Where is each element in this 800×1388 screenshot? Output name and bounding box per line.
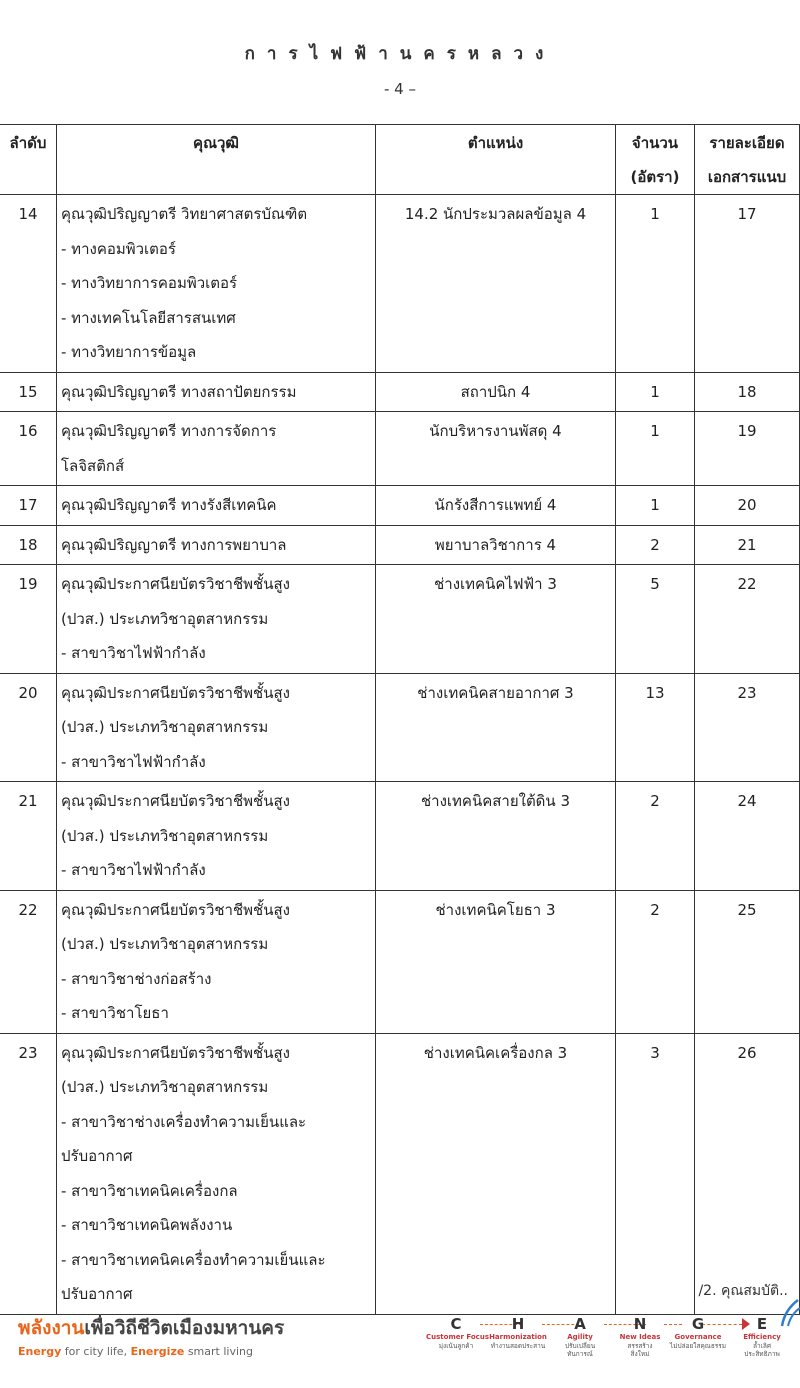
row-position: ช่างเทคนิคโยธา 3 [376, 890, 616, 1033]
qualification-line: - สาขาวิชาไฟฟ้ากำลัง [61, 644, 206, 662]
slogan-en-mid: for city life, [61, 1345, 131, 1358]
table-row [0, 1033, 800, 1314]
table-row [0, 486, 800, 526]
change-letter: A [574, 1315, 586, 1333]
change-english: New Ideas [619, 1333, 661, 1341]
row-count: 1 [616, 372, 695, 412]
qualification-line: - สาขาวิชาไฟฟ้ากำลัง [61, 861, 206, 879]
qualification-line: คุณวุฒิประกาศนียบัตรวิชาชีพชั้นสูง [61, 575, 290, 593]
slogan-en-energize: Energize [130, 1345, 185, 1358]
qualification-line: - ทางวิทยาการคอมพิวเตอร์ [61, 274, 238, 292]
qualification-line: คุณวุฒิประกาศนียบัตรวิชาชีพชั้นสูง [61, 792, 290, 810]
row-qualification [57, 890, 376, 1033]
row-qualification [57, 195, 376, 373]
qualification-line: (ปวส.) ประเภทวิชาอุตสาหกรรม [61, 718, 269, 736]
row-number: 20 [0, 673, 57, 782]
row-position: ช่างเทคนิคเครื่องกล 3 [376, 1033, 616, 1314]
row-attachment: 22 [695, 565, 800, 674]
row-position: สถาปนิก 4 [376, 372, 616, 412]
row-qualification [57, 525, 376, 565]
change-value-h [488, 1315, 548, 1350]
change-thai: ทำงานสอดประสาน [490, 1342, 546, 1350]
header-count-line2: (อัตรา) [630, 168, 680, 186]
change-english: Governance [674, 1333, 722, 1341]
table-row [0, 890, 800, 1033]
qualification-line: (ปวส.) ประเภทวิชาอุตสาหกรรม [61, 609, 269, 628]
change-letter: H [511, 1315, 525, 1333]
table-row [0, 782, 800, 891]
row-qualification [57, 782, 376, 891]
row-attachment: 24 [695, 782, 800, 891]
row-attachment: 23 [695, 673, 800, 782]
row-count: 1 [616, 486, 695, 526]
change-thai: สิ่งใหม่ [630, 1350, 650, 1358]
page-number: - 4 – [384, 80, 416, 98]
qualification-line: คุณวุฒิประกาศนียบัตรวิชาชีพชั้นสูง [61, 1043, 290, 1062]
change-letter: N [633, 1315, 647, 1333]
row-count: 1 [616, 412, 695, 486]
change-value-c [426, 1315, 489, 1350]
qualification-line: คุณวุฒิปริญญาตรี ทางการจัดการ [61, 422, 277, 440]
qualification-line: - สาขาวิชาช่างก่อสร้าง [61, 969, 212, 988]
change-english: Agility [567, 1333, 593, 1341]
qualification-line: - ทางวิทยาการข้อมูล [61, 343, 197, 361]
qualification-line: ปรับอากาศ [61, 1147, 133, 1165]
row-attachment: 21 [695, 525, 800, 565]
row-position: ช่างเทคนิคไฟฟ้า 3 [376, 565, 616, 674]
change-letter: G [691, 1315, 705, 1333]
change-english: Customer Focus [426, 1333, 489, 1341]
qualification-line: คุณวุฒิปริญญาตรี วิทยาศาสตรบัณฑิต [61, 205, 308, 223]
slogan-en-energy: Energy [18, 1345, 62, 1358]
row-number: 23 [0, 1033, 57, 1314]
row-count: 13 [616, 673, 695, 782]
header-doc-line2: เอกสารแนบ [707, 168, 787, 186]
row-count: 2 [616, 782, 695, 891]
table-row [0, 565, 800, 674]
qualification-line: (ปวส.) ประเภทวิชาอุตสาหกรรม [61, 935, 269, 953]
row-number: 15 [0, 372, 57, 412]
change-english: Harmonization [489, 1333, 547, 1341]
row-number: 16 [0, 412, 57, 486]
row-position: พยาบาลวิชาการ 4 [376, 525, 616, 565]
row-position: ช่างเทคนิคสายใต้ดิน 3 [376, 782, 616, 891]
row-count: 5 [616, 565, 695, 674]
row-attachment: 17 [695, 195, 800, 373]
change-value-n [610, 1315, 670, 1358]
header-doc-line1: รายละเอียด [709, 134, 785, 152]
qualification-line: คุณวุฒิปริญญาตรี ทางการพยาบาล [61, 535, 287, 554]
row-qualification [57, 1033, 376, 1314]
row-position: 14.2 นักประมวลผลข้อมูล 4 [376, 195, 616, 373]
row-attachment: 26 [695, 1033, 800, 1314]
change-value-a [550, 1315, 610, 1358]
change-thai: สรรสร้าง [627, 1342, 653, 1350]
row-number: 22 [0, 890, 57, 1033]
row-attachment: 25 [695, 890, 800, 1033]
change-thai: ประสิทธิภาพ [744, 1350, 780, 1358]
qualification-line: (ปวส.) ประเภทวิชาอุตสาหกรรม [61, 826, 269, 845]
qualification-line: คุณวุฒิประกาศนียบัตรวิชาชีพชั้นสูง [61, 683, 290, 702]
row-attachment: 20 [695, 486, 800, 526]
blue-swoosh-icon [778, 1298, 800, 1328]
row-qualification [57, 565, 376, 674]
slogan-english [18, 1345, 284, 1358]
table-header-row [0, 125, 800, 195]
table-row [0, 195, 800, 373]
positions-table [0, 124, 800, 1315]
qualification-line: - สาขาวิชาเทคนิคพลังงาน [61, 1216, 233, 1234]
row-number: 19 [0, 565, 57, 674]
qualification-line: - สาขาวิชาไฟฟ้ากำลัง [61, 752, 206, 771]
table-row [0, 372, 800, 412]
header-count [616, 125, 695, 195]
row-attachment: 18 [695, 372, 800, 412]
qualification-line: - สาขาวิชาเทคนิคเครื่องทำความเย็นและ [61, 1250, 326, 1269]
row-number: 17 [0, 486, 57, 526]
qualification-line: - สาขาวิชาโยธา [61, 1004, 169, 1022]
slogan-en-rest: smart living [184, 1345, 253, 1358]
table-row [0, 412, 800, 486]
row-count: 3 [616, 1033, 695, 1314]
table-row [0, 525, 800, 565]
row-qualification [57, 372, 376, 412]
change-thai: ปรับเปลี่ยน [564, 1342, 596, 1350]
header-doc [695, 125, 800, 195]
row-attachment: 19 [695, 412, 800, 486]
qualification-line: - ทางคอมพิวเตอร์ [61, 239, 176, 258]
row-position: นักรังสีการแพทย์ 4 [376, 486, 616, 526]
qualification-line: (ปวส.) ประเภทวิชาอุตสาหกรรม [61, 1078, 269, 1096]
slogan-thai-rest: เพื่อวิถีชีวิตเมืองมหานคร [84, 1317, 285, 1339]
change-thai: ทันการณ์ [567, 1350, 593, 1358]
table-body [0, 195, 800, 1315]
change-letter: C [450, 1315, 462, 1333]
change-thai: มุ่งเน้นลูกค้า [438, 1342, 474, 1350]
row-count: 2 [616, 525, 695, 565]
qualification-line: - สาขาวิชาเทคนิคเครื่องกล [61, 1181, 238, 1200]
change-value-g [668, 1315, 728, 1350]
header-qualification: คุณวุฒิ [57, 125, 376, 195]
row-qualification [57, 486, 376, 526]
row-position: นักบริหารงานพัสดุ 4 [376, 412, 616, 486]
qualification-line: คุณวุฒิปริญญาตรี ทางรังสีเทคนิค [61, 496, 277, 514]
qualification-line: ปรับอากาศ [61, 1285, 133, 1303]
row-count: 2 [616, 890, 695, 1033]
change-english: Efficiency [743, 1333, 781, 1341]
header-count-line1: จำนวน [631, 134, 679, 152]
change-thai: ไม่ปล่อยใสคุณธรรม [669, 1342, 727, 1350]
footer-slogan [18, 1313, 284, 1358]
row-number: 21 [0, 782, 57, 891]
qualification-line: - ทางเทคโนโลยีสารสนเทศ [61, 308, 236, 327]
header-position: ตำแหน่ง [376, 125, 616, 195]
table-row [0, 673, 800, 782]
row-count: 1 [616, 195, 695, 373]
row-position: ช่างเทคนิคสายอากาศ 3 [376, 673, 616, 782]
row-qualification [57, 673, 376, 782]
change-letter: E [756, 1315, 768, 1333]
qualification-line: โลจิสติกส์ [61, 456, 125, 475]
qualification-line: คุณวุฒิปริญญาตรี ทางสถาปัตยกรรม [61, 382, 297, 401]
continuation-note: /2. คุณสมบัติ.. [698, 1283, 788, 1299]
header-no: ลำดับ [0, 125, 57, 195]
qualification-line: - สาขาวิชาช่างเครื่องทำความเย็นและ [61, 1112, 307, 1131]
row-number: 18 [0, 525, 57, 565]
qualification-line: คุณวุฒิประกาศนียบัตรวิชาชีพชั้นสูง [61, 900, 290, 919]
slogan-thai-orange: พลังงาน [18, 1317, 85, 1339]
row-number: 14 [0, 195, 57, 373]
row-qualification [57, 412, 376, 486]
change-thai: ล้ำเลิศ [753, 1342, 771, 1350]
change-values-strip [426, 1315, 800, 1385]
slogan-thai [18, 1313, 284, 1343]
page-title: การไฟฟ้านครหลวง [244, 44, 556, 64]
